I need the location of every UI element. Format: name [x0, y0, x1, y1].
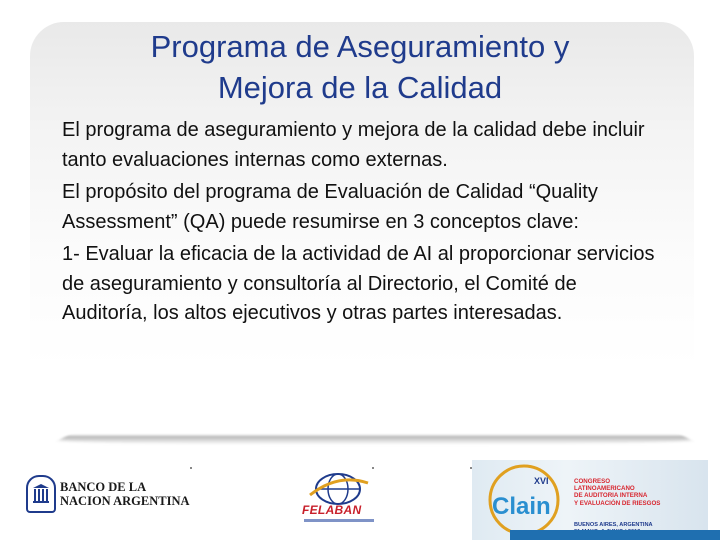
place-line-1: BUENOS AIRES, ARGENTINA: [574, 522, 653, 528]
bna-logo: [26, 475, 190, 513]
slide-title: [80, 26, 640, 108]
clain-name: Clain: [492, 493, 551, 520]
clain-logo: [472, 460, 708, 540]
clain-congress-text: [574, 478, 704, 507]
paragraph-1: El programa de aseguramiento y mejora de la calidad debe incluir tanto evaluaciones internas como externas.: [62, 119, 645, 171]
congress-line-3: DE AUDITORIA INTERNA: [574, 492, 648, 500]
bna-line-1: BANCO DE LA: [60, 480, 147, 494]
congress-line-4: Y EVALUACIÓN DE RIESGOS: [574, 499, 661, 507]
clain-edition: XVI: [534, 476, 549, 486]
bank-emblem-icon: [26, 475, 56, 513]
paragraph-2: El propósito del programa de Evaluación de Calidad “Quality Assessment” (QA) puede resumirse en 3 conceptos clave:: [62, 181, 598, 233]
felaban-name: FELABAN: [302, 503, 362, 517]
felaban-logo: [298, 469, 378, 525]
congress-line-2: LATINOAMERICANO: [574, 485, 635, 493]
footer-blue-bar: [510, 530, 720, 540]
clain-emblem-icon: [478, 462, 570, 538]
bna-line-2: NACION ARGENTINA: [60, 494, 190, 508]
title-line-1: Programa de Aseguramiento y: [150, 29, 570, 64]
title-line-2: Mejora de la Calidad: [217, 70, 503, 105]
bna-text: [60, 480, 190, 508]
footer-logos: [0, 455, 720, 540]
slide-body: [62, 116, 662, 332]
separator-dot: [190, 467, 192, 469]
panel-shadow: [53, 436, 697, 445]
paragraph-3: 1- Evaluar la eficacia de la actividad de AI al proporcionar servicios de aseguramiento y consultoría al Directorio, el Comité de Auditoría, los altos ejecutivos y otras partes interesadas.: [62, 243, 655, 324]
congress-line-1: CONGRESO: [574, 478, 611, 485]
felaban-underline: [304, 519, 374, 522]
